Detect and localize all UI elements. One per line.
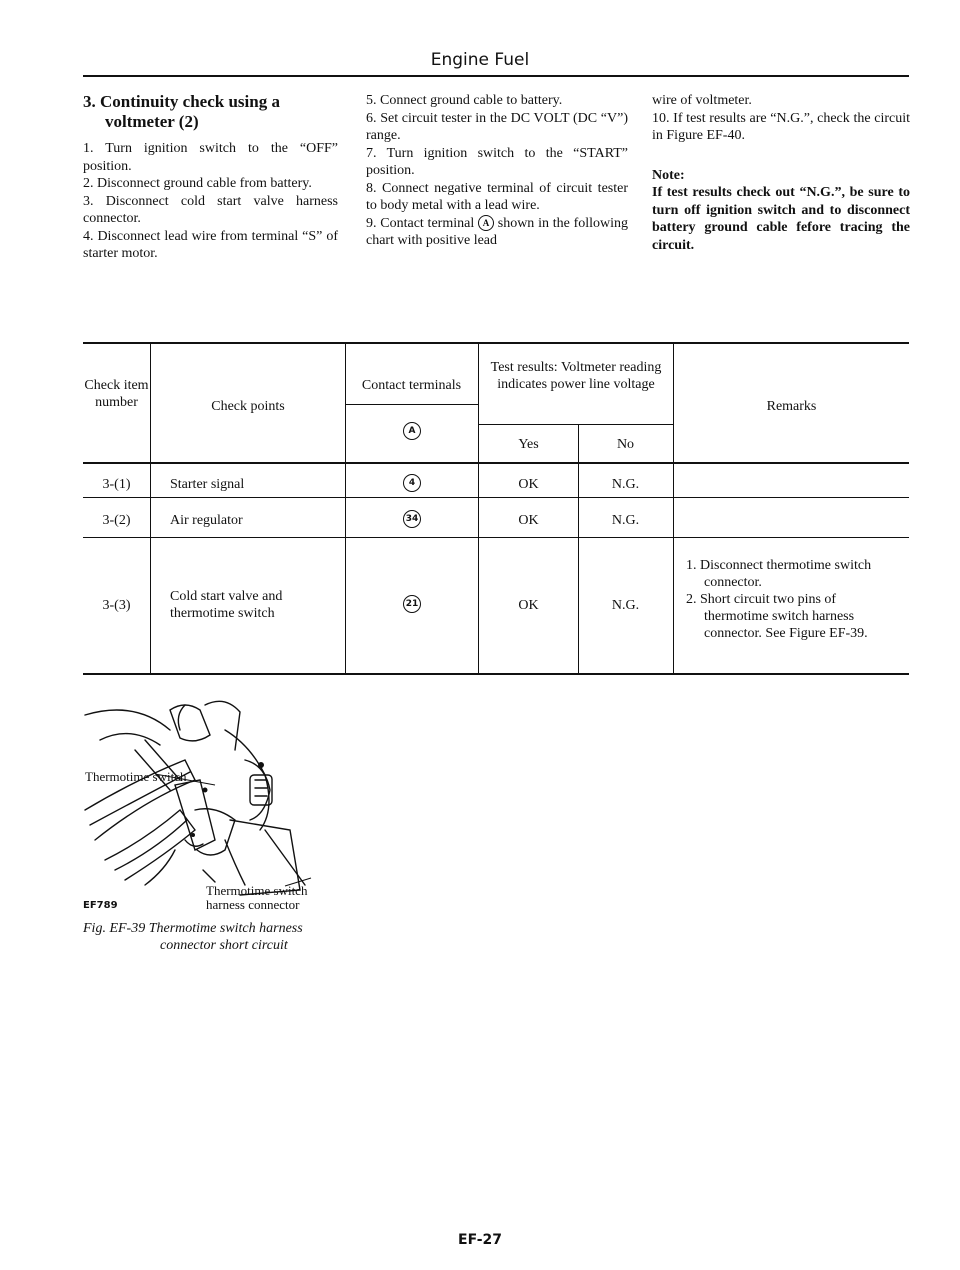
terminal-a-header-symbol: A <box>403 422 421 440</box>
table-top-rule <box>83 342 909 344</box>
header-bottom-rule <box>83 462 909 464</box>
remark-2: 2. Short circuit two pins of thermotime switch harness connector. See Figure EF-39. <box>686 592 868 641</box>
row2-yes: OK <box>518 513 539 528</box>
row2-terminal: 34 <box>403 510 421 528</box>
thermotime-switch-label: Thermotime switch <box>85 769 187 784</box>
header-remarks: Remarks <box>766 399 817 414</box>
note-heading: Note: <box>652 167 685 183</box>
terminal-a-symbol: A <box>478 215 494 231</box>
thermotime-switch-illustration <box>75 690 320 910</box>
contact-sub-rule <box>345 404 478 405</box>
step-2: 2. Disconnect ground cable from battery. <box>83 176 312 191</box>
check-table <box>83 342 909 675</box>
harness-connector-label-line1: Thermotime switch <box>206 883 308 898</box>
caption-line2: connector short circuit <box>160 938 288 953</box>
header-check-points: Check points <box>211 399 285 414</box>
text-column-3 <box>652 92 910 254</box>
row3-no: N.G. <box>611 598 640 613</box>
row1-item: 3-(1) <box>102 477 131 492</box>
row1-no: N.G. <box>611 477 640 492</box>
col-rule-4 <box>578 424 579 675</box>
row2-item: 3-(2) <box>102 513 131 528</box>
step-6: 6. Set circuit tester in the DC VOLT (DC “V”) range. <box>366 110 628 143</box>
row3-terminal: 21 <box>403 595 421 613</box>
row3-remarks <box>686 557 901 642</box>
step-10: 10. If test results are “N.G.”, check the circuit in Figure EF-40. <box>652 110 910 143</box>
page-number: EF-27 <box>458 1232 502 1248</box>
header-rule <box>83 75 909 77</box>
step-3: 3. Disconnect cold start valve harness connector. <box>83 193 338 226</box>
step-8: 8. Connect negative terminal of circuit tester to body metal with a lead wire. <box>366 180 628 213</box>
row2-point: Air regulator <box>170 513 243 528</box>
header-test-results: Test results: Voltmeter reading indicates power line voltage <box>490 360 662 392</box>
row2-no: N.G. <box>611 513 640 528</box>
section-title-line2: voltmeter (2) <box>105 112 199 131</box>
row3-item: 3-(3) <box>102 598 131 613</box>
harness-connector-label-line2: harness connector <box>206 897 300 912</box>
note-body: If test results check out “N.G.”, be sure to turn off ignition switch and to disconnect battery ground cable fefore tracing the circuit. <box>652 185 910 253</box>
col-rule-1 <box>150 342 151 675</box>
harness-connector-label <box>206 884 307 912</box>
text-column-2 <box>366 92 628 250</box>
step-9-continued: wire of voltmeter. <box>652 93 752 108</box>
row1-yes: OK <box>518 477 539 492</box>
section-title-line1: 3. Continuity check using a <box>83 92 280 111</box>
step-4: 4. Disconnect lead wire from terminal “S” of starter motor. <box>83 228 338 261</box>
step-5: 5. Connect ground cable to battery. <box>366 93 563 108</box>
figure-code: EF789 <box>83 900 118 911</box>
row-rule-2 <box>83 537 909 538</box>
step-9 <box>366 215 628 250</box>
header-no: No <box>616 437 635 452</box>
row1-point: Starter signal <box>170 477 245 492</box>
results-sub-rule <box>478 424 673 425</box>
section-title <box>83 92 338 132</box>
figure-caption <box>83 920 338 954</box>
header-check-item: Check item number <box>84 378 149 410</box>
header-yes: Yes <box>518 437 539 452</box>
table-bottom-rule <box>83 673 909 675</box>
step-7: 7. Turn ignition switch to the “START” position. <box>366 145 628 178</box>
step-9-end: shown in the following chart with positive lead <box>366 215 629 248</box>
row1-terminal: 4 <box>403 474 421 492</box>
col-rule-5 <box>673 342 674 675</box>
text-column-1 <box>83 92 338 263</box>
header-contact-terminals: Contact terminals <box>361 378 462 393</box>
caption-line1: Fig. EF-39 Thermotime switch harness <box>83 921 303 936</box>
remark-1: 1. Disconnect thermotime switch connector. <box>686 558 872 590</box>
row-rule-1 <box>83 497 909 498</box>
row3-yes: OK <box>518 598 539 613</box>
step-9-start: 9. Contact terminal <box>366 215 475 231</box>
page-header-title: Engine Fuel <box>430 50 530 70</box>
row3-point: Cold start valve and thermotime switch <box>170 589 283 621</box>
step-1: 1. Turn ignition switch to the “OFF” position. <box>83 141 338 174</box>
